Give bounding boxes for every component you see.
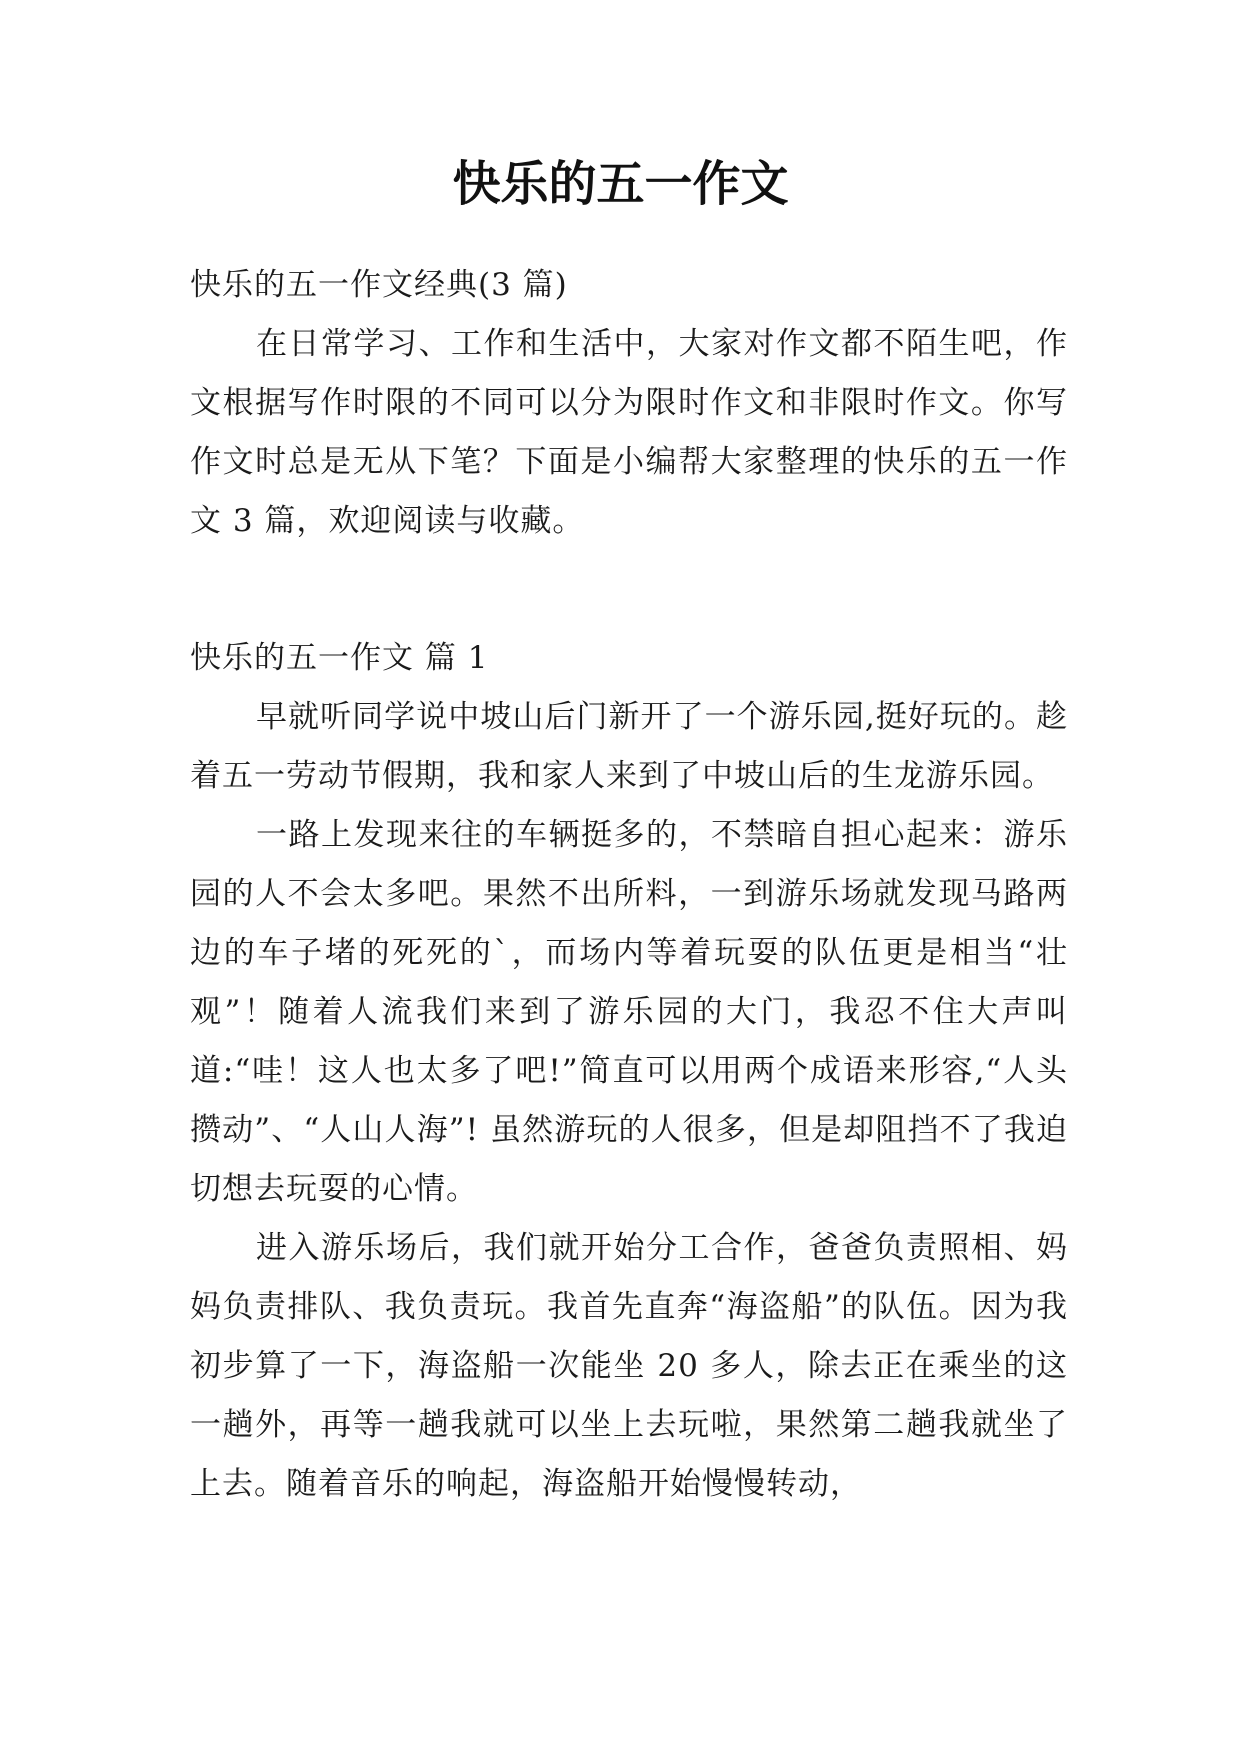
document-body — [190, 256, 1068, 1514]
section-spacer — [190, 551, 1068, 629]
section-heading: 快乐的五一作文 篇 1 — [190, 640, 489, 676]
document-subtitle: 快乐的五一作文经典(3 篇) — [190, 267, 568, 303]
body-paragraph: 进入游乐场后，我们就开始分工合作，爸爸负责照相、妈妈负责排队、我负责玩。我首先直奔“海盗船”的队伍。因为我初步算了一下，海盗船一次能坐 20 多人，除去正在乘坐的这一趟外，再等一趟我就可以坐上去玩啦，果然第二趟我就坐了上去。随着音乐的响起，海盗船开始慢慢转动， — [190, 1230, 1068, 1502]
intro-paragraph: 在日常学习、工作和生活中，大家对作文都不陌生吧，作文根据写作时限的不同可以分为限时作文和非限时作文。你写作文时总是无从下笔？下面是小编帮大家整理的快乐的五一作文 3 篇，欢迎阅读与收藏。 — [190, 326, 1068, 539]
body-paragraph: 一路上发现来往的车辆挺多的，不禁暗自担心起来：游乐园的人不会太多吧。果然不出所料，一到游乐场就发现马路两边的车子堵的死死的`，而场内等着玩耍的队伍更是相当“壮观”！随着人流我们来到了游乐园的大门，我忍不住大声叫道:“哇！这人也太多了吧!”简直可以用两个成语来形容,“人头攒动”、“人山人海”! 虽然游玩的人很多，但是却阻挡不了我迫切想去玩耍的心情。 — [190, 817, 1068, 1207]
body-paragraph: 早就听同学说中坡山后门新开了一个游乐园,挺好玩的。趁着五一劳动节假期，我和家人来到了中坡山后的生龙游乐园。 — [190, 699, 1068, 794]
document-title: 快乐的五一作文 — [452, 156, 789, 212]
